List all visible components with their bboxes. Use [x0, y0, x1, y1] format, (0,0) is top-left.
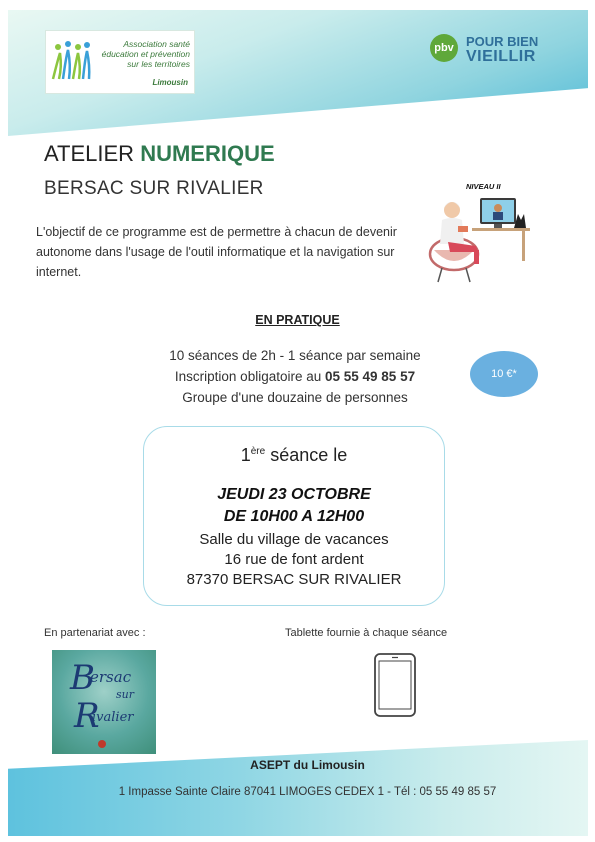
logo-initial-b: B	[70, 658, 95, 698]
first-session-number: 1	[240, 445, 251, 465]
logo-initial-r: R	[74, 696, 100, 736]
senior-at-computer-illustration	[428, 192, 532, 284]
registration-line	[110, 366, 480, 387]
asept-logo-region: Limousin	[152, 78, 188, 87]
pbv-mark: pbv	[430, 34, 458, 62]
pratique-details	[110, 345, 480, 408]
asept-logo-line: Association santé	[123, 39, 190, 49]
tablet-label: Tablette fournie à chaque séance	[285, 627, 448, 639]
pratique-heading: EN PRATIQUE	[255, 313, 340, 327]
venue-name: Salle du village de vacances	[199, 531, 389, 548]
first-session-box	[143, 426, 445, 606]
first-session-rest: séance le	[265, 445, 348, 465]
asept-logo	[45, 30, 195, 94]
logo-text-sur: sur	[116, 688, 134, 701]
venue-city: 87370 BERSAC SUR RIVALIER	[186, 571, 402, 588]
registration-label: Inscription obligatoire au	[174, 369, 325, 384]
title-accent: NUMERIQUE	[140, 141, 275, 166]
venue-street: 16 rue de font ardent	[224, 551, 364, 568]
pbv-line2: VIEILLIR	[466, 48, 536, 65]
title-prefix: ATELIER	[44, 141, 141, 166]
asept-logo-text	[98, 39, 190, 69]
group-line: Groupe d'une douzaine de personnes	[182, 390, 408, 405]
organization-name: ASEPT du Limousin	[250, 758, 365, 772]
bersac-sur-rivalier-logo	[52, 650, 156, 754]
logo-text-ersac: ersac	[90, 668, 132, 686]
asept-logo-line: éducation et prévention	[101, 49, 190, 59]
pbv-wordmark	[466, 35, 538, 65]
price-badge: 10 €*	[470, 351, 538, 397]
page-title	[44, 141, 275, 167]
first-session-sup: ère	[250, 446, 266, 457]
session-datetime	[144, 484, 444, 528]
registration-phone: 05 55 49 85 57	[325, 369, 416, 384]
people-icon	[50, 39, 96, 83]
first-session-heading	[144, 445, 444, 466]
partner-label: En partenariat avec :	[44, 627, 146, 639]
session-venue	[144, 530, 444, 590]
program-objective: L'objectif de ce programme est de permettre à chacun de devenir autonome dans l'usage de l'outil informatique et la navigation sur internet.	[36, 225, 397, 279]
session-date: JEUDI 23 OCTOBRE	[217, 486, 371, 503]
organization-address: 1 Impasse Sainte Claire 87041 LIMOGES CEDEX 1 - Tél : 05 55 49 85 57	[118, 786, 497, 798]
session-time: DE 10H00 A 12H00	[223, 508, 365, 525]
town-emblem	[98, 740, 106, 748]
sessions-line: 10 séances de 2h - 1 séance par semaine	[169, 348, 421, 363]
logo-text-ivalier: ivalier	[92, 710, 134, 725]
location-subtitle: BERSAC SUR RIVALIER	[44, 178, 264, 199]
pbv-line1: POUR BIEN	[466, 34, 539, 49]
level-badge: NIVEAU II	[466, 182, 501, 191]
tablet-icon	[372, 652, 418, 718]
asept-logo-line: sur les territoires	[127, 59, 190, 69]
